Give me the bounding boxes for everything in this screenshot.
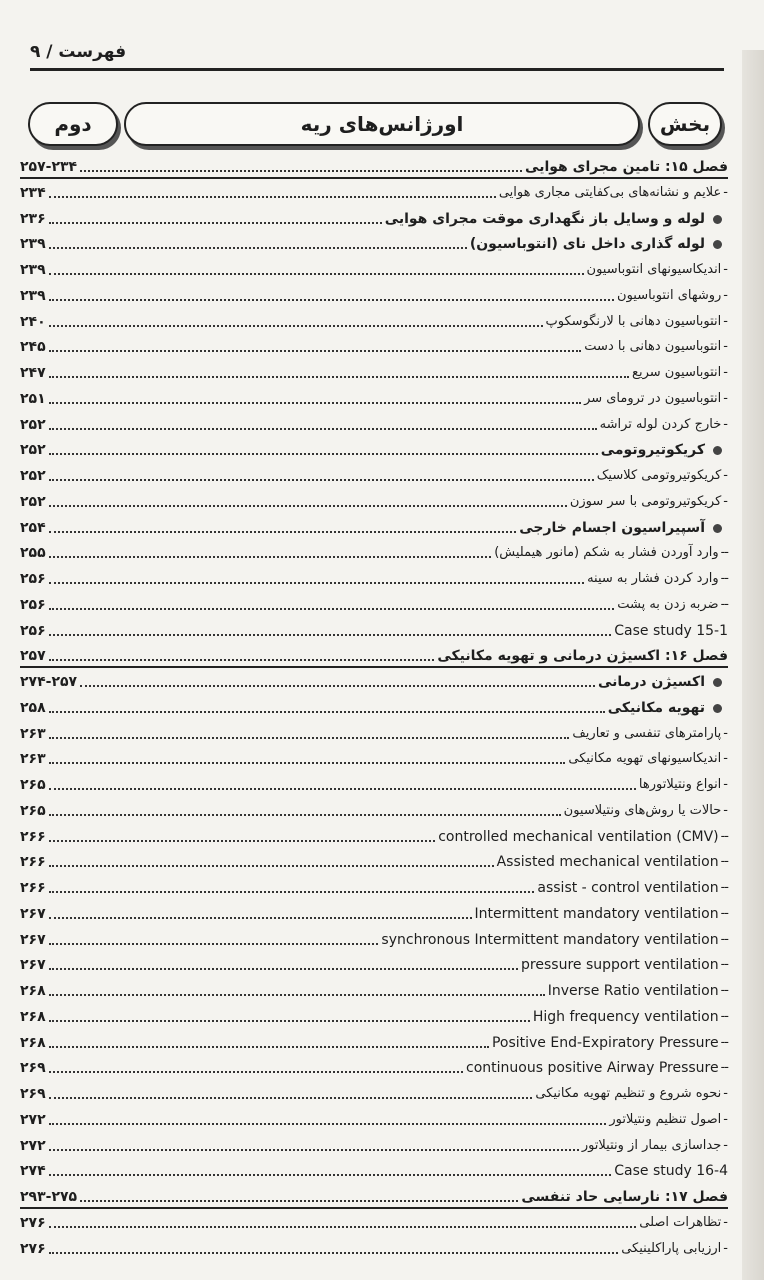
entry-dash-prefix: - [723, 1214, 728, 1230]
banner-ordinal: دوم [28, 102, 118, 146]
entry-title: اکسیژن درمانی [597, 674, 705, 690]
toc-entry-row [20, 1079, 728, 1104]
entry-title: Assisted mechanical ventilation [496, 854, 719, 871]
toc-entry-row [20, 1156, 728, 1181]
page-header [30, 38, 724, 71]
entry-title: تظاهرات اصلی [639, 1214, 722, 1230]
toc-entry-row [20, 744, 728, 769]
toc-entry-row [20, 796, 728, 821]
entry-dash-prefix: - [723, 262, 728, 277]
entry-dash-prefix: - [723, 777, 728, 792]
entry-page-number: ۲۷۲ [20, 1137, 46, 1154]
dot-leader [49, 737, 570, 739]
dot-leader [49, 556, 492, 558]
toc-entry-row [20, 976, 728, 1001]
dot-leader [49, 891, 535, 893]
dot-leader [49, 994, 545, 996]
entry-page-number: ۲۵۶ [20, 622, 46, 639]
entry-title: کریکوتیروتومی کلاسیک [596, 468, 722, 483]
entry-title: فصل ۱۷: نارسایی حاد تنفسی [521, 1189, 728, 1205]
entry-dash-prefix: -- [720, 983, 728, 998]
toc-entry-row [20, 770, 728, 795]
entry-page-number: ۲۵۲ [20, 416, 46, 433]
bullet-dot-icon [713, 524, 722, 533]
toc-entry-row [20, 1234, 728, 1259]
dot-leader [80, 1200, 518, 1202]
dot-leader [49, 1252, 619, 1254]
dot-leader [49, 350, 582, 352]
dot-leader [49, 325, 543, 327]
entry-page-number: ۲۵۲ [20, 493, 46, 510]
toc-entry-row [20, 693, 728, 718]
dot-leader [49, 247, 467, 249]
entry-page-number: ۲۶۶ [20, 854, 46, 871]
entry-dash-prefix: - [723, 1240, 728, 1256]
entry-page-number: ۲۶۸ [20, 983, 46, 999]
bullet-dot-icon [713, 704, 722, 713]
entry-title: فصل ۱۶: اکسیژن درمانی و تهویه مکانیکی [437, 648, 728, 665]
entry-title: اندیکاسیونهای انتوباسیون [586, 262, 722, 277]
entry-title: نحوه شروع و تنظیم تهویه مکانیکی [535, 1086, 722, 1101]
entry-title: انتوباسیون سریع [632, 365, 722, 380]
entry-title: وارد کردن فشار به سینه [587, 571, 719, 586]
entry-title: assist - control ventilation [537, 880, 719, 896]
entry-dash-prefix: - [723, 468, 728, 483]
dot-leader [49, 273, 584, 275]
entry-title: فصل ۱۵: تامین مجرای هوایی [525, 159, 728, 175]
entry-dash-prefix: - [723, 802, 728, 818]
toc-entry-row [20, 822, 728, 847]
dot-leader [49, 479, 594, 481]
dot-leader [49, 1149, 579, 1151]
entry-page-number: ۲۶۷ [20, 931, 46, 948]
bullet-dot-icon [713, 215, 722, 224]
toc-entry-row [20, 229, 728, 254]
dot-leader [49, 1046, 489, 1048]
entry-title: High frequency ventilation [532, 1008, 719, 1025]
toc-entry-row [20, 1131, 728, 1156]
dot-leader [49, 376, 629, 378]
dot-leader [49, 222, 382, 224]
entry-dash-prefix: - [723, 751, 728, 767]
toc-entry-row [20, 281, 728, 306]
entry-page-number: ۲۳۴ [20, 184, 46, 201]
entry-title: جداسازی بیمار از ونتیلاتور [581, 1137, 722, 1153]
entry-page-number: ۲۷۴-۲۵۷ [20, 674, 78, 690]
entry-page-number: ۲۴۵ [20, 339, 46, 356]
entry-page-number: ۲۵۲ [20, 468, 46, 484]
entry-title: تهویه مکانیکی [607, 699, 705, 716]
dot-leader [49, 762, 566, 764]
entry-dash-prefix: - [723, 1086, 728, 1101]
entry-page-number: ۲۴۰ [20, 313, 46, 330]
entry-page-number: ۲۵۲ [20, 442, 46, 459]
entry-title: روشهای انتوباسیون [617, 287, 722, 303]
toc-entry-row [20, 1053, 728, 1078]
toc-entry-row [20, 1208, 728, 1233]
banner-part-label: بخش [648, 102, 722, 146]
dot-leader [49, 531, 517, 533]
entry-dash-prefix: -- [720, 854, 728, 870]
entry-page-number: ۲۶۵ [20, 802, 46, 819]
bullet-dot-icon [713, 678, 722, 687]
entry-title: خارج کردن لوله تراشه [599, 416, 722, 432]
entry-dash-prefix: - [723, 416, 728, 432]
entry-dash-prefix: -- [720, 905, 728, 921]
dot-leader [49, 1071, 463, 1073]
dot-leader [49, 711, 605, 713]
entry-page-number: ۲۶۶ [20, 880, 46, 896]
bullet-dot-icon [713, 446, 722, 455]
toc-entry-row [20, 332, 728, 357]
entry-title: پارامترهای تنفسی و تعاریف [572, 725, 722, 741]
entry-dash-prefix: -- [720, 596, 728, 612]
entry-dash-prefix: - [723, 493, 728, 509]
entry-title: وارد آوردن فشار به شکم (مانور هیملیش) [494, 545, 719, 561]
dot-leader [49, 659, 435, 661]
section-banner [28, 100, 718, 148]
entry-page-number: ۲۹۳-۲۷۵ [20, 1189, 78, 1205]
entry-page-number: ۲۶۹ [20, 1086, 46, 1102]
toc-entry-row [20, 950, 728, 975]
entry-dash-prefix: -- [720, 931, 728, 947]
entry-page-number: ۲۶۸ [20, 1034, 46, 1051]
entry-dash-prefix: -- [720, 1008, 728, 1024]
entry-title: synchronous Intermittent mandatory ventilation [381, 931, 719, 948]
dot-leader [49, 582, 584, 584]
toc-entry-row [20, 925, 728, 950]
entry-title: کریکوتیروتومی با سر سوزن [569, 493, 722, 509]
entry-title: Inverse Ratio ventilation [547, 983, 719, 999]
dot-leader [80, 685, 595, 687]
dot-leader [49, 299, 614, 301]
toc-entry-row [20, 590, 728, 615]
toc-entry-row [20, 178, 728, 203]
entry-page-number: ۲۵۴ [20, 519, 46, 536]
toc-entry-row [20, 513, 728, 538]
toc-entry-row [20, 1028, 728, 1053]
toc-entry-row [20, 616, 728, 641]
dot-leader [49, 840, 436, 842]
entry-page-number: ۲۵۸ [20, 699, 46, 716]
entry-dash-prefix: - [723, 339, 728, 355]
dot-leader [49, 608, 615, 610]
entry-title: لوله گذاری داخل نای (انتوباسیون) [469, 236, 705, 253]
dot-leader [49, 453, 598, 455]
toc-entry-row [20, 899, 728, 924]
entry-page-number: ۲۶۷ [20, 905, 46, 922]
toc-entry-row [20, 358, 728, 383]
entry-page-number: ۲۶۷ [20, 957, 46, 974]
entry-dash-prefix: -- [720, 545, 728, 561]
entry-dash-prefix: -- [720, 957, 728, 973]
entry-title: controlled mechanical ventilation (CMV) [438, 828, 719, 845]
entry-page-number: ۲۶۹ [20, 1060, 46, 1077]
toc-entry-row [20, 487, 728, 512]
dot-leader [49, 968, 518, 970]
dot-leader [49, 402, 581, 404]
toc-entry-row [20, 410, 728, 435]
entry-title: انواع ونتیلاتورها [638, 777, 722, 792]
dot-leader [49, 917, 472, 919]
dot-leader [49, 634, 612, 636]
dot-leader [49, 814, 561, 816]
entry-title: Case study 16-4 [614, 1163, 728, 1180]
entry-title: آسپیراسیون اجسام خارجی [519, 519, 705, 536]
entry-title: اصول تنظیم ونتیلاتور [609, 1111, 722, 1127]
entry-dash-prefix: - [723, 1111, 728, 1127]
entry-page-number: ۲۳۹ [20, 262, 46, 278]
entry-dash-prefix: -- [720, 880, 728, 895]
toc-entry-row [20, 384, 728, 409]
toc-chapter-row [20, 152, 728, 179]
entry-page-number: ۲۷۴ [20, 1163, 46, 1180]
toc-entry-row [20, 1105, 728, 1130]
toc-entry-row [20, 564, 728, 589]
toc-entry-row [20, 667, 728, 692]
entry-title: انتوباسیون دهانی با دست [584, 339, 722, 355]
dot-leader [49, 1226, 637, 1228]
entry-title: علایم و نشانه‌های بی‌کفایتی مجاری هوایی [498, 184, 722, 200]
entry-dash-prefix: -- [720, 1060, 728, 1076]
entry-dash-prefix: -- [720, 1034, 728, 1050]
entry-title: pressure support ventilation [521, 957, 719, 974]
entry-title: لوله و وسایل باز نگهداری موقت مجرای هوایی [384, 210, 705, 227]
toc-entry-row [20, 1002, 728, 1027]
entry-dash-prefix: -- [720, 828, 728, 844]
entry-dash-prefix: -- [720, 571, 728, 586]
entry-page-number: ۲۶۳ [20, 725, 46, 742]
entry-dash-prefix: - [723, 313, 728, 329]
entry-page-number: ۲۶۸ [20, 1008, 46, 1025]
toc-entry-row [20, 435, 728, 460]
entry-page-number: ۲۵۶ [20, 571, 46, 587]
entry-page-number: ۲۶۳ [20, 751, 46, 768]
entry-title: ارزیابی پاراکلینیکی [621, 1240, 722, 1256]
entry-title: اندیکاسیونهای تهویه مکانیکی [568, 751, 722, 767]
entry-dash-prefix: - [723, 1137, 728, 1153]
entry-page-number: ۲۵۷-۲۳۴ [20, 159, 78, 175]
entry-page-number: ۲۷۲ [20, 1111, 46, 1128]
entry-title: کریکوتیروتومی [600, 442, 705, 459]
dot-leader [49, 428, 597, 430]
entry-title: Positive End-Expiratory Pressure [491, 1034, 719, 1051]
entry-page-number: ۲۳۹ [20, 287, 46, 304]
banner-section-title: اورژانس‌های ریه [124, 102, 640, 146]
entry-page-number: ۲۵۷ [20, 648, 46, 665]
entry-title: Intermittent mandatory ventilation [474, 905, 719, 922]
entry-dash-prefix: - [723, 184, 728, 200]
entry-page-number: ۲۷۶ [20, 1240, 46, 1257]
dot-leader [49, 788, 636, 790]
toc-chapter-row [20, 1182, 728, 1209]
dot-leader [49, 505, 567, 507]
dot-leader [49, 1174, 612, 1176]
entry-dash-prefix: - [723, 365, 728, 380]
toc-entry-row [20, 461, 728, 486]
entry-page-number: ۲۴۷ [20, 365, 46, 381]
entry-page-number: ۲۳۶ [20, 210, 46, 227]
toc-entry-row [20, 847, 728, 872]
adjacent-page-edge [742, 50, 764, 1280]
entry-page-number: ۲۶۶ [20, 828, 46, 845]
entry-dash-prefix: - [723, 725, 728, 741]
toc-entry-row [20, 307, 728, 332]
dot-leader [49, 1020, 530, 1022]
toc-entry-row [20, 719, 728, 744]
bullet-dot-icon [713, 240, 722, 249]
entry-title: continuous positive Airway Pressure [466, 1060, 719, 1077]
entry-title: انتوباسیون در ترومای سر [584, 390, 722, 406]
entry-page-number: ۲۵۶ [20, 596, 46, 613]
entry-page-number: ۲۵۱ [20, 390, 46, 407]
dot-leader [49, 196, 496, 198]
entry-dash-prefix: - [723, 390, 728, 406]
entry-page-number: ۲۷۶ [20, 1214, 46, 1231]
toc-entry-row [20, 538, 728, 563]
entry-page-number: ۲۵۵ [20, 545, 46, 562]
dot-leader [80, 170, 522, 172]
entry-title: انتوباسیون دهانی با لارنگوسکوپ [545, 313, 722, 329]
page-number-header: فهرست / ۹ [30, 42, 127, 62]
toc-entry-row [20, 873, 728, 898]
entry-page-number: ۲۶۵ [20, 777, 46, 793]
entry-dash-prefix: - [723, 287, 728, 303]
entry-title: Case study 15-1 [614, 622, 728, 639]
toc-entry-row [20, 255, 728, 280]
toc-entry-row [20, 204, 728, 229]
dot-leader [49, 1123, 607, 1125]
entry-title: ضربه زدن به پشت [617, 596, 719, 612]
dot-leader [49, 1097, 533, 1099]
dot-leader [49, 943, 379, 945]
entry-title: حالات یا روش‌های ونتیلاسیون [563, 802, 722, 818]
dot-leader [49, 865, 494, 867]
toc-chapter-row [20, 641, 728, 668]
entry-page-number: ۲۳۹ [20, 236, 46, 253]
